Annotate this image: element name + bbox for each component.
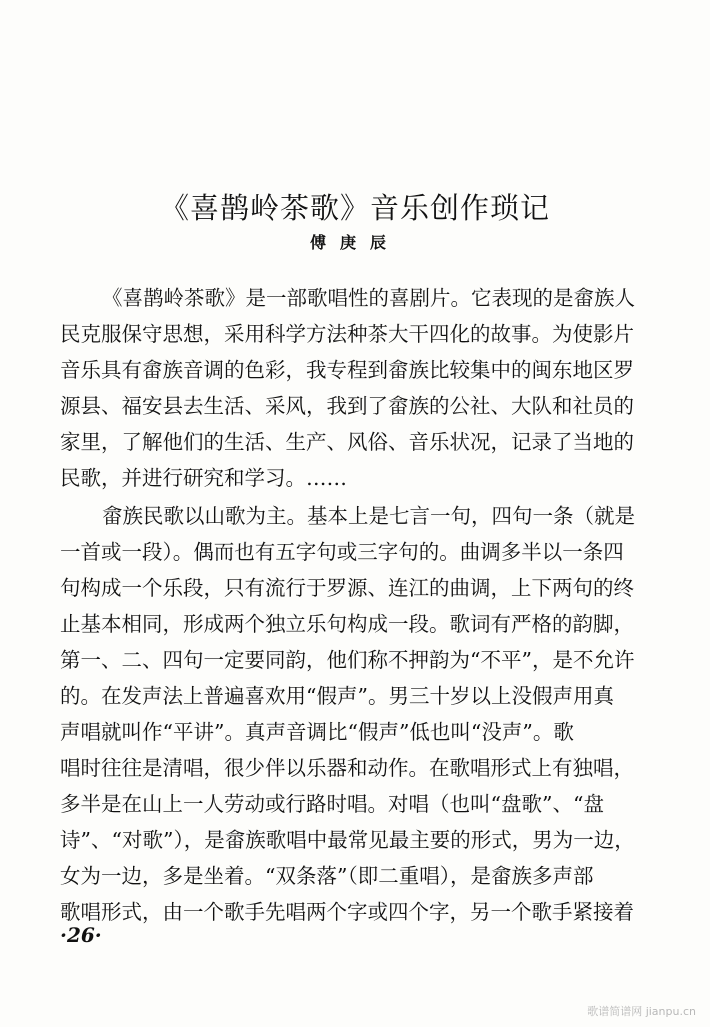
text-line: 源县、福安县去生活、采风，我到了畲族的公社、大队和社员的 [60,394,634,418]
text-line: 唱时往往是清唱，很少伴以乐器和动作。在歌唱形式上有独唱， [60,756,634,780]
text-line: 女为一边，多是坐着。“双条落”（即二重唱），是畲族多声部 [60,864,594,888]
text-line: 民歌，并进行研究和学习。…… [60,466,347,490]
text-line: 第一、二、四句一定要同韵，他们称不押韵为“不平”，是不允许 [60,648,635,672]
text-line: 一首或一段）。偶而也有五字句或三字句的。曲调多半以一条四 [60,540,624,564]
article-title: 《喜鹊岭茶歌》音乐创作琐记 [159,191,550,225]
text-line: 句构成一个乐段，只有流行于罗源、连江的曲调，上下两句的终 [60,576,634,600]
text-line: 多半是在山上一人劳动或行路时唱。对唱（也叫“盘歌”、“盘 [60,792,604,816]
text-line: 歌唱形式，由一个歌手先唱两个字或四个字，另一个歌手紧接着 [60,900,634,924]
text-line: 音乐具有畲族音调的色彩，我专程到畲族比较集中的闽东地区罗 [60,358,634,382]
article-author: 傅庚辰 [309,233,400,252]
page-number: ·26· [60,923,102,947]
text-line: 家里，了解他们的生活、生产、风俗、音乐状况，记录了当地的 [60,430,634,454]
text-line: 《喜鹊岭茶歌》是一部歌唱性的喜剧片。它表现的是畲族人 [102,286,635,310]
text-line: 民克服保守思想，采用科学方法种茶大干四化的故事。为使影片 [60,322,634,346]
paragraph-1 [60,280,680,496]
paragraph-2 [60,498,680,930]
article-body [60,280,680,930]
text-line: 的。在发声法上普遍喜欢用“假声”。男三十岁以上没假声用真 [60,684,614,708]
text-line: 诗”、“对歌”），是畲族歌唱中最常见最主要的形式，男为一边， [60,828,635,852]
site-watermark: 歌谱简谱网 jianpu.cn [587,1005,696,1018]
text-line: 止基本相同，形成两个独立乐句构成一段。歌词有严格的韵脚， [60,612,634,636]
text-line: 畲族民歌以山歌为主。基本上是七言一句，四句一条（就是 [102,504,635,528]
text-line: 声唱就叫作“平讲”。真声音调比“假声”低也叫“没声”。歌 [60,720,574,744]
